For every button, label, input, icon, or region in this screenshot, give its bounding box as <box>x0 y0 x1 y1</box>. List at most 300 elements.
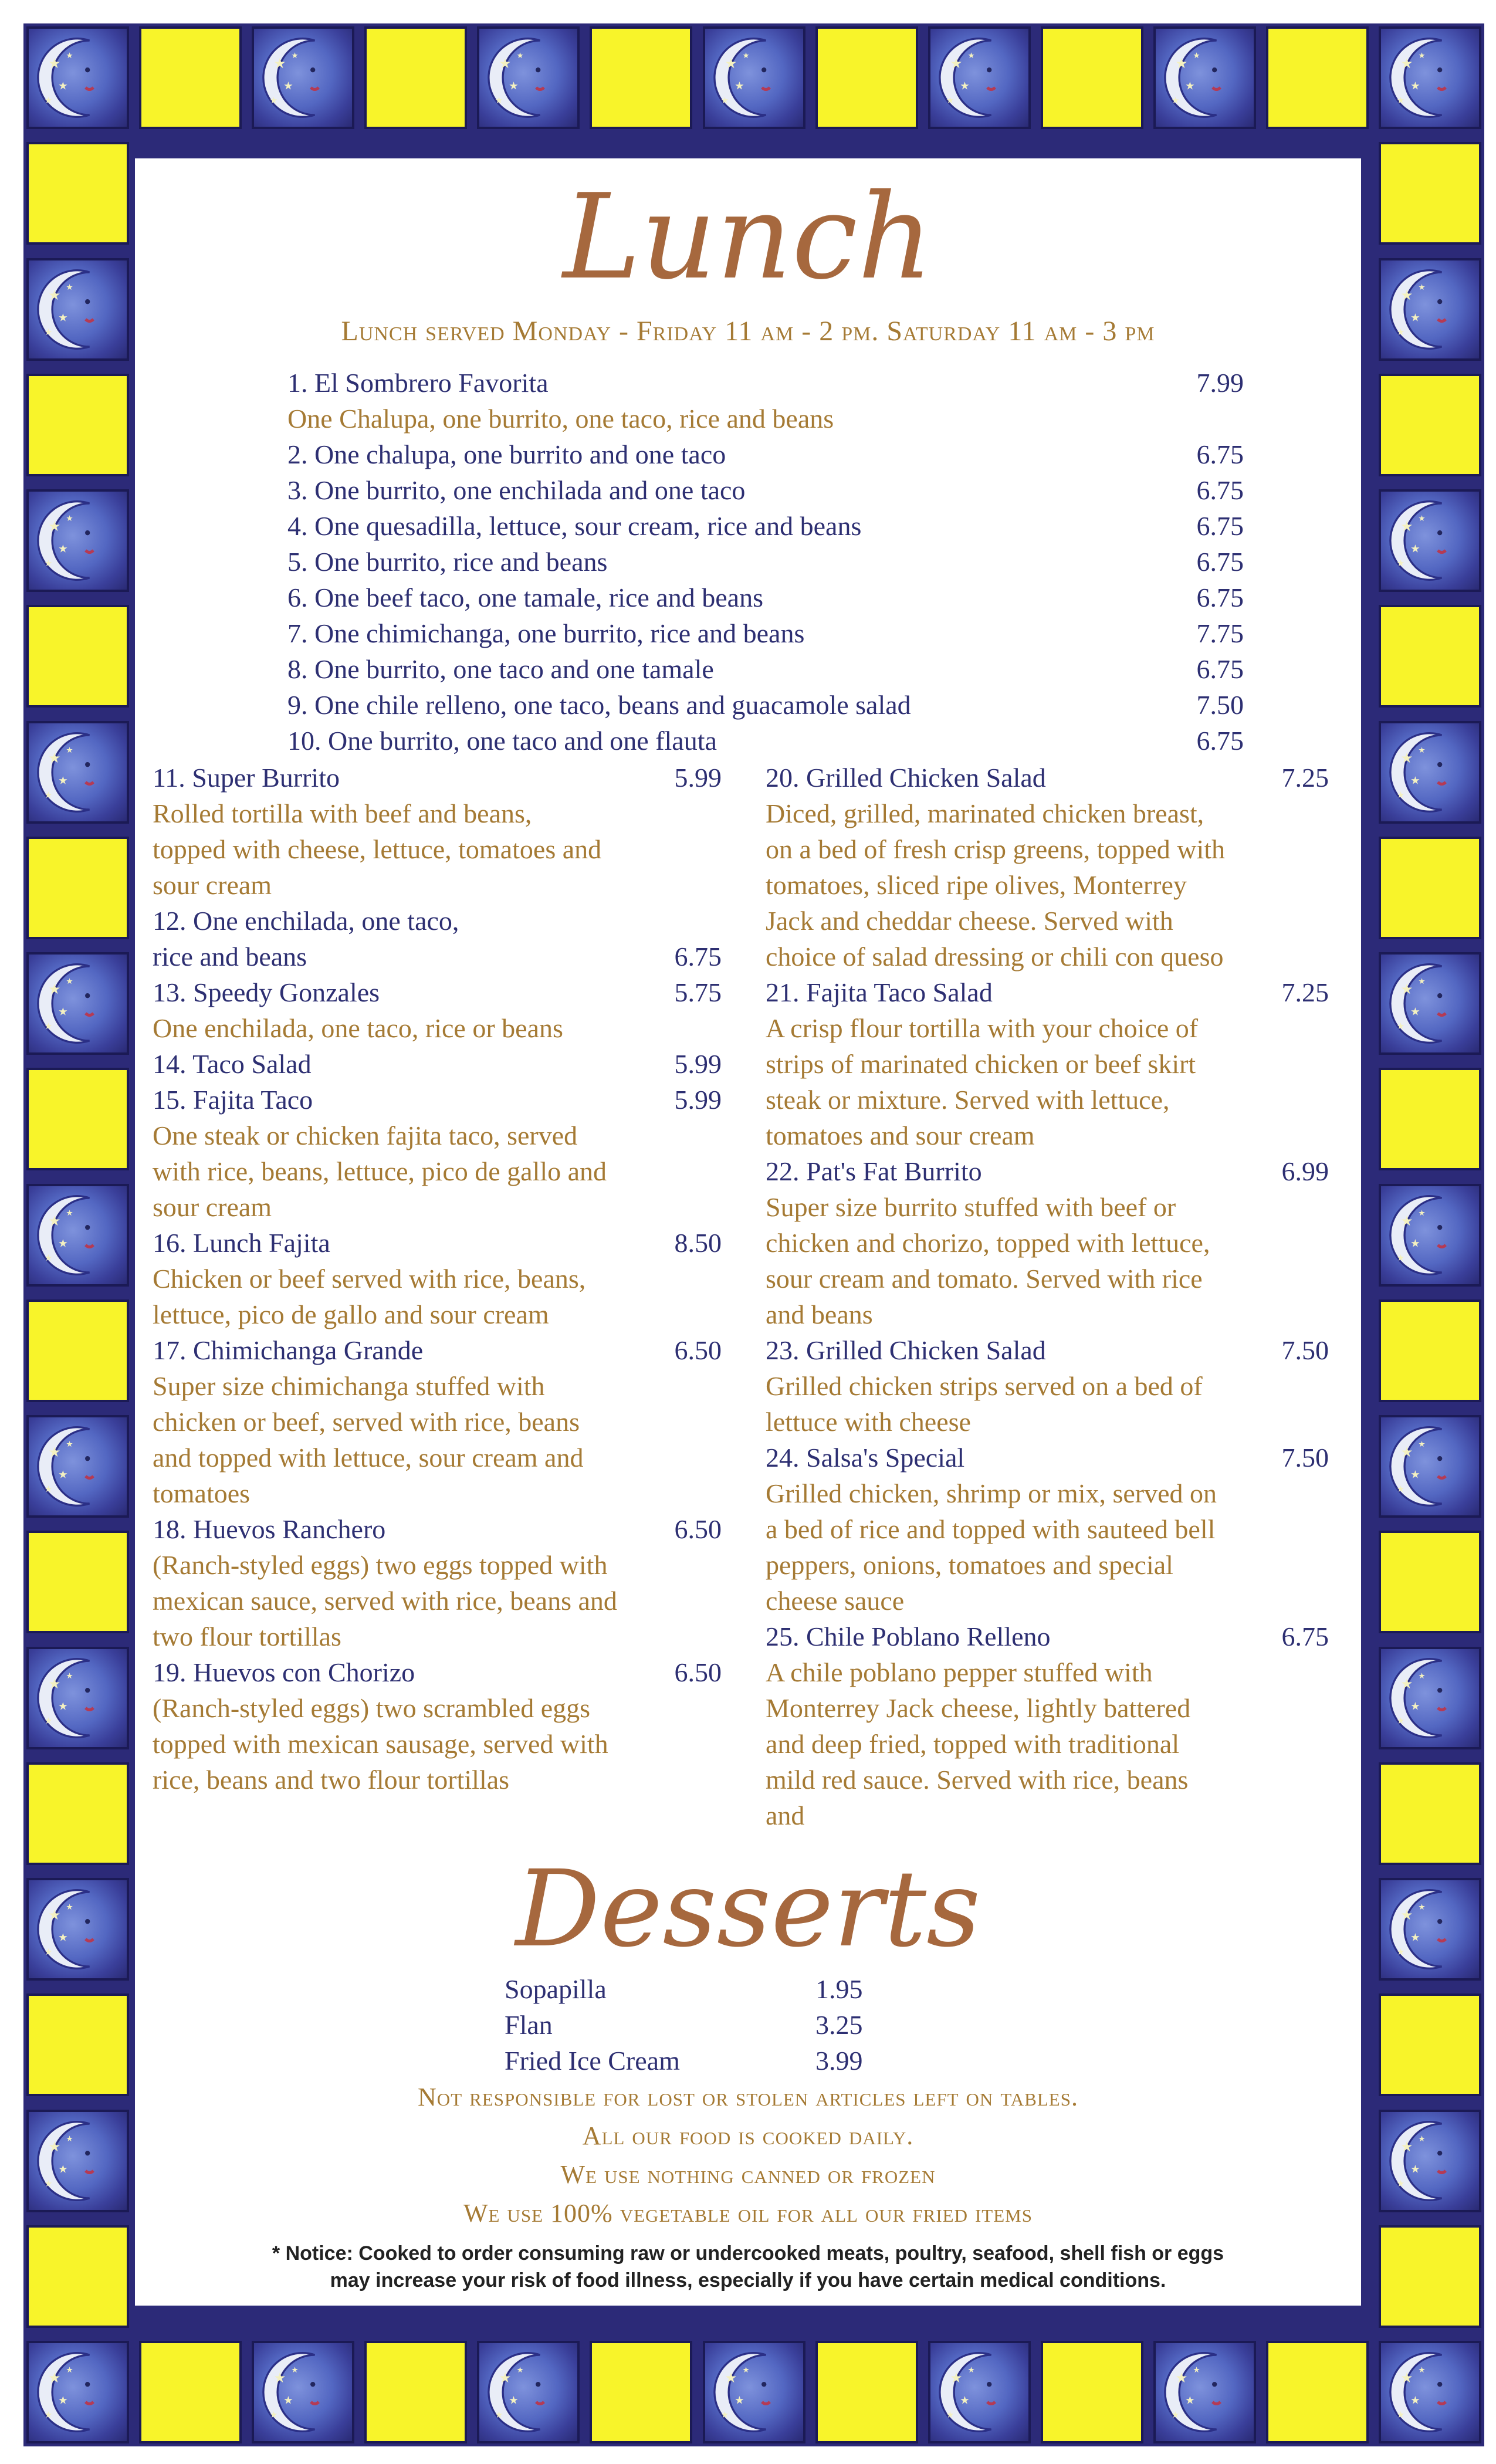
svg-text:★: ★ <box>58 774 68 787</box>
moon-tile <box>1153 2341 1256 2443</box>
combo-price: 6.75 <box>1196 583 1244 612</box>
item-description-line: cheese sauce <box>766 1586 905 1616</box>
svg-text:★: ★ <box>48 519 61 534</box>
item-name: 13. Speedy Gonzales <box>153 977 380 1007</box>
item-description-line: tomatoes and sour cream <box>766 1121 1035 1150</box>
combo-name: 3. One burrito, one enchilada and one taco <box>287 475 746 505</box>
svg-text:★: ★ <box>1410 543 1420 555</box>
yellow-tile <box>26 1531 129 1633</box>
svg-text:★: ★ <box>516 2365 524 2375</box>
svg-text:★: ★ <box>1410 774 1420 787</box>
item-description-line: A crisp flour tortilla with your choice of <box>766 1013 1199 1043</box>
moon-face-icon <box>1381 2112 1479 2210</box>
svg-text:★: ★ <box>734 2394 744 2407</box>
moon-face-icon <box>29 1880 127 1978</box>
svg-text:★: ★ <box>48 1676 61 1692</box>
item-description-line: mexican sauce, served with rice, beans and <box>153 1586 617 1616</box>
yellow-tile <box>1379 142 1481 245</box>
svg-text:★: ★ <box>1400 1213 1413 1229</box>
dessert-price: 3.99 <box>815 2046 863 2076</box>
svg-text:★: ★ <box>1418 1440 1426 1449</box>
svg-text:★: ★ <box>495 96 503 106</box>
moon-tile <box>703 2341 805 2443</box>
svg-text:★: ★ <box>273 2370 286 2386</box>
moon-face-icon <box>1381 492 1479 590</box>
dessert-name: Sopapilla <box>505 1974 607 2004</box>
moon-face-icon <box>29 1417 127 1515</box>
item-description-line: chicken and chorizo, topped with lettuce, <box>766 1228 1210 1258</box>
moon-face-icon <box>29 1649 127 1747</box>
svg-text:★: ★ <box>1400 287 1413 303</box>
svg-text:★: ★ <box>66 282 73 292</box>
item-description-line: A chile poblano pepper stuffed with <box>766 1657 1153 1687</box>
moon-tile <box>26 2341 129 2443</box>
svg-text:★: ★ <box>66 1903 73 1912</box>
combo-price: 6.75 <box>1196 547 1244 577</box>
svg-text:★: ★ <box>1400 2370 1413 2386</box>
svg-text:★: ★ <box>1396 1716 1405 1726</box>
item-description-line: two flour tortillas <box>153 1622 341 1651</box>
item-description-line: and deep fried, topped with traditional <box>766 1729 1180 1759</box>
svg-text:★: ★ <box>44 1021 53 1031</box>
svg-text:★: ★ <box>516 51 524 60</box>
dessert-price: 3.25 <box>815 2010 863 2040</box>
svg-text:★: ★ <box>742 2365 749 2375</box>
moon-tile <box>1379 2110 1481 2212</box>
dessert-price: 1.95 <box>815 1974 863 2004</box>
item-name: 17. Chimichanga Grande <box>153 1335 424 1365</box>
item-description-line: Grilled chicken, shrimp or mix, served on <box>766 1478 1217 1508</box>
item-description-line: sour cream <box>153 1192 272 1222</box>
moon-tile <box>26 26 129 129</box>
item-description-line: topped with mexican sausage, served with <box>153 1729 608 1759</box>
svg-text:★: ★ <box>273 56 286 72</box>
svg-text:★: ★ <box>1418 2365 1426 2375</box>
item-description-line: Chicken or beef served with rice, beans, <box>153 1264 586 1294</box>
svg-text:★: ★ <box>1396 96 1405 106</box>
item-description-line: with rice, beans, lettuce, pico de gallo and <box>153 1156 607 1186</box>
svg-text:★: ★ <box>283 80 293 92</box>
svg-text:★: ★ <box>58 543 68 555</box>
svg-text:★: ★ <box>509 80 519 92</box>
moon-tile <box>1379 952 1481 1055</box>
yellow-tile <box>590 26 692 129</box>
svg-text:★: ★ <box>1400 1444 1413 1460</box>
svg-text:★: ★ <box>499 2370 512 2386</box>
moon-face-icon <box>29 2343 127 2441</box>
yellow-tile <box>1379 1068 1481 1170</box>
svg-text:★: ★ <box>58 80 68 92</box>
svg-text:★: ★ <box>1396 2179 1405 2189</box>
item-description-line: Diced, grilled, marinated chicken breast, <box>766 798 1204 828</box>
svg-text:★: ★ <box>48 750 61 766</box>
item-description-line: topped with cheese, lettuce, tomatoes and <box>153 834 602 864</box>
svg-text:★: ★ <box>58 1931 68 1944</box>
moon-face-icon <box>705 2343 803 2441</box>
svg-text:★: ★ <box>1418 1671 1426 1680</box>
svg-text:★: ★ <box>1400 56 1413 72</box>
combo-price: 6.75 <box>1196 439 1244 469</box>
svg-text:★: ★ <box>48 1444 61 1460</box>
svg-text:★: ★ <box>742 51 749 60</box>
item-description-line: peppers, onions, tomatoes and special <box>766 1550 1173 1580</box>
svg-text:★: ★ <box>58 312 68 324</box>
moon-tile <box>703 26 805 129</box>
svg-text:★: ★ <box>1171 96 1180 106</box>
moon-face-icon <box>479 29 577 127</box>
yellow-tile <box>1379 1531 1481 1633</box>
item-price: 7.25 <box>1281 763 1329 793</box>
item-name: 21. Fajita Taco Salad <box>766 977 993 1007</box>
yellow-tile <box>26 374 129 476</box>
svg-text:★: ★ <box>44 327 53 337</box>
item-name: 15. Fajita Taco <box>153 1085 313 1115</box>
combo-name: 2. One chalupa, one burrito and one taco <box>287 439 726 469</box>
svg-text:★: ★ <box>1410 2163 1420 2175</box>
yellow-tile <box>1379 1299 1481 1402</box>
moon-face-icon <box>29 492 127 590</box>
svg-text:★: ★ <box>44 1253 53 1263</box>
svg-text:★: ★ <box>1193 51 1200 60</box>
yellow-tile <box>1266 26 1369 129</box>
svg-text:★: ★ <box>48 2139 61 2155</box>
notice-line: * Notice: Cooked to order consuming raw or undercooked meats, poultry, seafood, shell fish or eggs <box>272 2242 1224 2265</box>
combo-price: 7.50 <box>1196 690 1244 720</box>
svg-text:★: ★ <box>291 51 299 60</box>
item-description-line: sour cream <box>153 870 272 900</box>
yellow-tile <box>26 1762 129 1865</box>
moon-face-icon <box>254 29 352 127</box>
svg-text:★: ★ <box>1418 1208 1426 1217</box>
item-description-line: and <box>766 1800 805 1830</box>
combo-name: 1. El Sombrero Favorita <box>287 368 549 398</box>
svg-text:★: ★ <box>44 559 53 568</box>
svg-text:★: ★ <box>1410 80 1420 92</box>
moon-face-icon <box>1381 1880 1479 1978</box>
svg-text:★: ★ <box>1410 1700 1420 1712</box>
svg-text:★: ★ <box>1396 327 1405 337</box>
combo-name: 5. One burrito, rice and beans <box>287 547 608 577</box>
moon-tile <box>26 2110 129 2212</box>
svg-text:★: ★ <box>44 2410 53 2420</box>
svg-text:★: ★ <box>959 80 970 92</box>
combo-price: 7.75 <box>1196 618 1244 648</box>
svg-text:★: ★ <box>66 1671 73 1680</box>
svg-text:★: ★ <box>499 56 512 72</box>
combo-price: 7.99 <box>1196 368 1244 398</box>
svg-text:★: ★ <box>734 80 744 92</box>
item-price: 8.50 <box>674 1228 722 1258</box>
moon-face-icon <box>1381 1649 1479 1747</box>
svg-text:★: ★ <box>1410 1931 1420 1944</box>
combo-name: 10. One burrito, one taco and one flauta <box>287 726 717 756</box>
moon-tile <box>26 489 129 592</box>
item-description-line: tomatoes <box>153 1478 251 1508</box>
moon-tile <box>1379 258 1481 361</box>
svg-text:★: ★ <box>1175 2370 1188 2386</box>
moon-tile <box>26 952 129 1055</box>
svg-text:★: ★ <box>1418 1903 1426 1912</box>
item-price: 6.50 <box>674 1514 722 1544</box>
svg-text:★: ★ <box>1410 2394 1420 2407</box>
svg-text:★: ★ <box>720 96 729 106</box>
svg-text:★: ★ <box>1410 312 1420 324</box>
svg-text:★: ★ <box>44 2179 53 2189</box>
svg-text:★: ★ <box>48 981 61 997</box>
item-description-line: steak or mixture. Served with lettuce, <box>766 1085 1170 1115</box>
svg-text:★: ★ <box>724 56 737 72</box>
item-name: 22. Pat's Fat Burrito <box>766 1156 982 1186</box>
combo-price: 6.75 <box>1196 726 1244 756</box>
moon-face-icon <box>29 260 127 358</box>
svg-text:★: ★ <box>66 2134 73 2143</box>
item-description-line: One steak or chicken fajita taco, served <box>153 1121 578 1150</box>
item-description-line: rice, beans and two flour tortillas <box>153 1765 510 1795</box>
svg-text:★: ★ <box>1400 981 1413 997</box>
combo-name: 8. One burrito, one taco and one tamale <box>287 654 714 684</box>
yellow-tile <box>364 26 467 129</box>
svg-text:★: ★ <box>1396 790 1405 800</box>
moon-face-icon <box>930 2343 1028 2441</box>
svg-text:★: ★ <box>1418 2134 1426 2143</box>
moon-tile <box>477 2341 580 2443</box>
item-name: 14. Taco Salad <box>153 1049 312 1079</box>
item-price: 6.75 <box>1281 1622 1329 1651</box>
svg-text:★: ★ <box>44 1716 53 1726</box>
item-description-line: (Ranch-styled eggs) two scrambled eggs <box>153 1693 591 1723</box>
moon-tile <box>26 1647 129 1749</box>
yellow-tile <box>26 837 129 939</box>
item-description-line: on a bed of fresh crisp greens, topped with <box>766 834 1226 864</box>
item-description-line: lettuce, pico de gallo and sour cream <box>153 1299 549 1329</box>
svg-text:★: ★ <box>1396 1484 1405 1494</box>
svg-text:★: ★ <box>1184 2394 1195 2407</box>
svg-text:★: ★ <box>44 1947 53 1957</box>
svg-text:★: ★ <box>1400 750 1413 766</box>
combo-price: 6.75 <box>1196 654 1244 684</box>
svg-text:★: ★ <box>1175 56 1188 72</box>
item-price: 7.50 <box>1281 1443 1329 1473</box>
svg-text:★: ★ <box>950 2370 963 2386</box>
svg-text:★: ★ <box>1400 2139 1413 2155</box>
svg-text:★: ★ <box>66 2365 73 2375</box>
yellow-tile <box>1379 374 1481 476</box>
item-name: 20. Grilled Chicken Salad <box>766 763 1046 793</box>
moon-face-icon <box>1156 2343 1254 2441</box>
moon-tile <box>1153 26 1256 129</box>
moon-face-icon <box>254 2343 352 2441</box>
svg-text:★: ★ <box>58 2394 68 2407</box>
policy-line: Not responsible for lost or stolen articles left on tables. <box>418 2083 1078 2111</box>
item-description-line: Super size burrito stuffed with beef or <box>766 1192 1176 1222</box>
moon-tile <box>1379 1647 1481 1749</box>
svg-text:★: ★ <box>1171 2410 1180 2420</box>
item-price: 6.50 <box>674 1335 722 1365</box>
svg-text:★: ★ <box>1418 977 1426 986</box>
combo-name: 7. One chimichanga, one burrito, rice and beans <box>287 618 805 648</box>
moon-tile <box>1379 721 1481 824</box>
item-description-line: One enchilada, one taco, rice or beans <box>153 1013 563 1043</box>
moon-tile <box>1379 1878 1481 1981</box>
yellow-tile <box>1379 1993 1481 2096</box>
svg-text:★: ★ <box>1396 559 1405 568</box>
svg-text:★: ★ <box>1193 2365 1200 2375</box>
yellow-tile <box>1379 605 1481 708</box>
item-price: 5.75 <box>674 977 722 1007</box>
yellow-tile <box>1379 1762 1481 1865</box>
svg-text:★: ★ <box>1396 2410 1405 2420</box>
item-price: 6.99 <box>1281 1156 1329 1186</box>
svg-text:★: ★ <box>1418 514 1426 523</box>
item-description-line: Super size chimichanga stuffed with <box>153 1371 545 1401</box>
dessert-name: Flan <box>505 2010 553 2040</box>
svg-text:★: ★ <box>946 2410 954 2420</box>
item-description-line: chicken or beef, served with rice, beans <box>153 1407 580 1437</box>
svg-text:★: ★ <box>48 1907 61 1923</box>
item-description-line: Grilled chicken strips served on a bed of <box>766 1371 1203 1401</box>
svg-text:★: ★ <box>66 745 73 754</box>
svg-text:★: ★ <box>48 2370 61 2386</box>
item-name: 18. Huevos Ranchero <box>153 1514 386 1544</box>
moon-face-icon <box>29 723 127 821</box>
combo-description: One Chalupa, one burrito, one taco, rice and beans <box>287 404 834 434</box>
yellow-tile <box>364 2341 467 2443</box>
svg-text:★: ★ <box>724 2370 737 2386</box>
svg-text:★: ★ <box>58 1006 68 1018</box>
svg-text:★: ★ <box>58 1237 68 1250</box>
yellow-tile <box>26 1068 129 1170</box>
item-price: 5.99 <box>674 763 722 793</box>
item-description-line: and topped with lettuce, sour cream and <box>153 1443 584 1473</box>
svg-text:★: ★ <box>1400 1907 1413 1923</box>
dessert-name: Fried Ice Cream <box>505 2046 680 2076</box>
moon-face-icon <box>1381 260 1479 358</box>
combo-price: 6.75 <box>1196 475 1244 505</box>
moon-face-icon <box>1381 955 1479 1052</box>
svg-text:★: ★ <box>44 96 53 106</box>
moon-face-icon <box>1381 2343 1479 2441</box>
item-description-line: a bed of rice and topped with sauteed bell <box>766 1514 1216 1544</box>
svg-text:★: ★ <box>1396 1947 1405 1957</box>
yellow-tile <box>1041 26 1143 129</box>
svg-text:★: ★ <box>58 1700 68 1712</box>
item-description-line: tomatoes, sliced ripe olives, Monterrey <box>766 870 1187 900</box>
svg-text:★: ★ <box>58 2163 68 2175</box>
yellow-tile <box>815 2341 918 2443</box>
item-price: 7.50 <box>1281 1335 1329 1365</box>
svg-text:★: ★ <box>946 96 954 106</box>
yellow-tile <box>1266 2341 1369 2443</box>
moon-tile <box>1379 26 1481 129</box>
item-description-line: lettuce with cheese <box>766 1407 971 1437</box>
combo-price: 6.75 <box>1196 511 1244 541</box>
moon-face-icon <box>479 2343 577 2441</box>
moon-face-icon <box>1381 1186 1479 1284</box>
svg-text:★: ★ <box>1400 519 1413 534</box>
lunch-hours: Lunch served Monday - Friday 11 am - 2 pm. Saturday 11 am - 3 pm <box>341 316 1155 347</box>
yellow-tile <box>590 2341 692 2443</box>
svg-text:★: ★ <box>495 2410 503 2420</box>
moon-face-icon <box>1381 723 1479 821</box>
yellow-tile <box>1041 2341 1143 2443</box>
item-price: 6.75 <box>674 942 722 972</box>
yellow-tile <box>26 2225 129 2328</box>
svg-text:★: ★ <box>66 1208 73 1217</box>
moon-tile <box>1379 1415 1481 1518</box>
svg-text:★: ★ <box>66 514 73 523</box>
item-description-line: sour cream and tomato. Served with rice <box>766 1264 1203 1294</box>
svg-text:★: ★ <box>720 2410 729 2420</box>
lunch-title: Lunch <box>563 169 933 306</box>
item-description-line: Jack and cheddar cheese. Served with <box>766 906 1173 936</box>
svg-text:★: ★ <box>283 2394 293 2407</box>
moon-face-icon <box>29 29 127 127</box>
item-name: 19. Huevos con Chorizo <box>153 1657 415 1687</box>
item-price: 7.25 <box>1281 977 1329 1007</box>
moon-face-icon <box>1381 29 1479 127</box>
combo-name: 6. One beef taco, one tamale, rice and beans <box>287 583 763 612</box>
svg-text:★: ★ <box>1410 1006 1420 1018</box>
yellow-tile <box>1379 837 1481 939</box>
svg-text:★: ★ <box>1418 51 1426 60</box>
yellow-tile <box>139 2341 242 2443</box>
moon-face-icon <box>29 955 127 1052</box>
moon-tile <box>26 258 129 361</box>
moon-face-icon <box>1381 1417 1479 1515</box>
svg-text:★: ★ <box>1418 745 1426 754</box>
item-name: 23. Grilled Chicken Salad <box>766 1335 1046 1365</box>
notice-line: may increase your risk of food illness, especially if you have certain medical conditions. <box>330 2269 1166 2292</box>
svg-text:★: ★ <box>1396 1253 1405 1263</box>
item-name: 16. Lunch Fajita <box>153 1228 330 1258</box>
moon-tile <box>26 721 129 824</box>
moon-face-icon <box>29 1186 127 1284</box>
svg-text:★: ★ <box>1410 1468 1420 1481</box>
svg-text:★: ★ <box>44 790 53 800</box>
desserts-title: Desserts <box>515 1848 981 1971</box>
svg-text:★: ★ <box>967 2365 975 2375</box>
item-description-line: and beans <box>766 1299 873 1329</box>
yellow-tile <box>815 26 918 129</box>
item-name: 24. Salsa's Special <box>766 1443 965 1473</box>
svg-text:★: ★ <box>66 51 73 60</box>
moon-tile <box>26 1415 129 1518</box>
moon-tile <box>252 2341 354 2443</box>
moon-tile <box>1379 2341 1481 2443</box>
svg-text:★: ★ <box>291 2365 299 2375</box>
policy-line: We use 100% vegetable oil for all our fried items <box>463 2199 1033 2228</box>
moon-face-icon <box>29 2112 127 2210</box>
svg-text:★: ★ <box>1410 1237 1420 1250</box>
svg-text:★: ★ <box>66 1440 73 1449</box>
svg-text:★: ★ <box>58 1468 68 1481</box>
moon-face-icon <box>705 29 803 127</box>
svg-text:★: ★ <box>967 51 975 60</box>
svg-text:★: ★ <box>1418 282 1426 292</box>
svg-text:★: ★ <box>1400 1676 1413 1692</box>
yellow-tile <box>26 142 129 245</box>
svg-text:★: ★ <box>959 2394 970 2407</box>
svg-text:★: ★ <box>509 2394 519 2407</box>
svg-text:★: ★ <box>44 1484 53 1494</box>
combo-name: 9. One chile relleno, one taco, beans and guacamole salad <box>287 690 911 720</box>
item-price: 6.50 <box>674 1657 722 1687</box>
item-name: 12. One enchilada, one taco, <box>153 906 459 936</box>
moon-tile <box>928 2341 1031 2443</box>
item-price: 5.99 <box>674 1085 722 1115</box>
policy-line: We use nothing canned or frozen <box>560 2160 936 2189</box>
svg-text:★: ★ <box>269 2410 278 2420</box>
